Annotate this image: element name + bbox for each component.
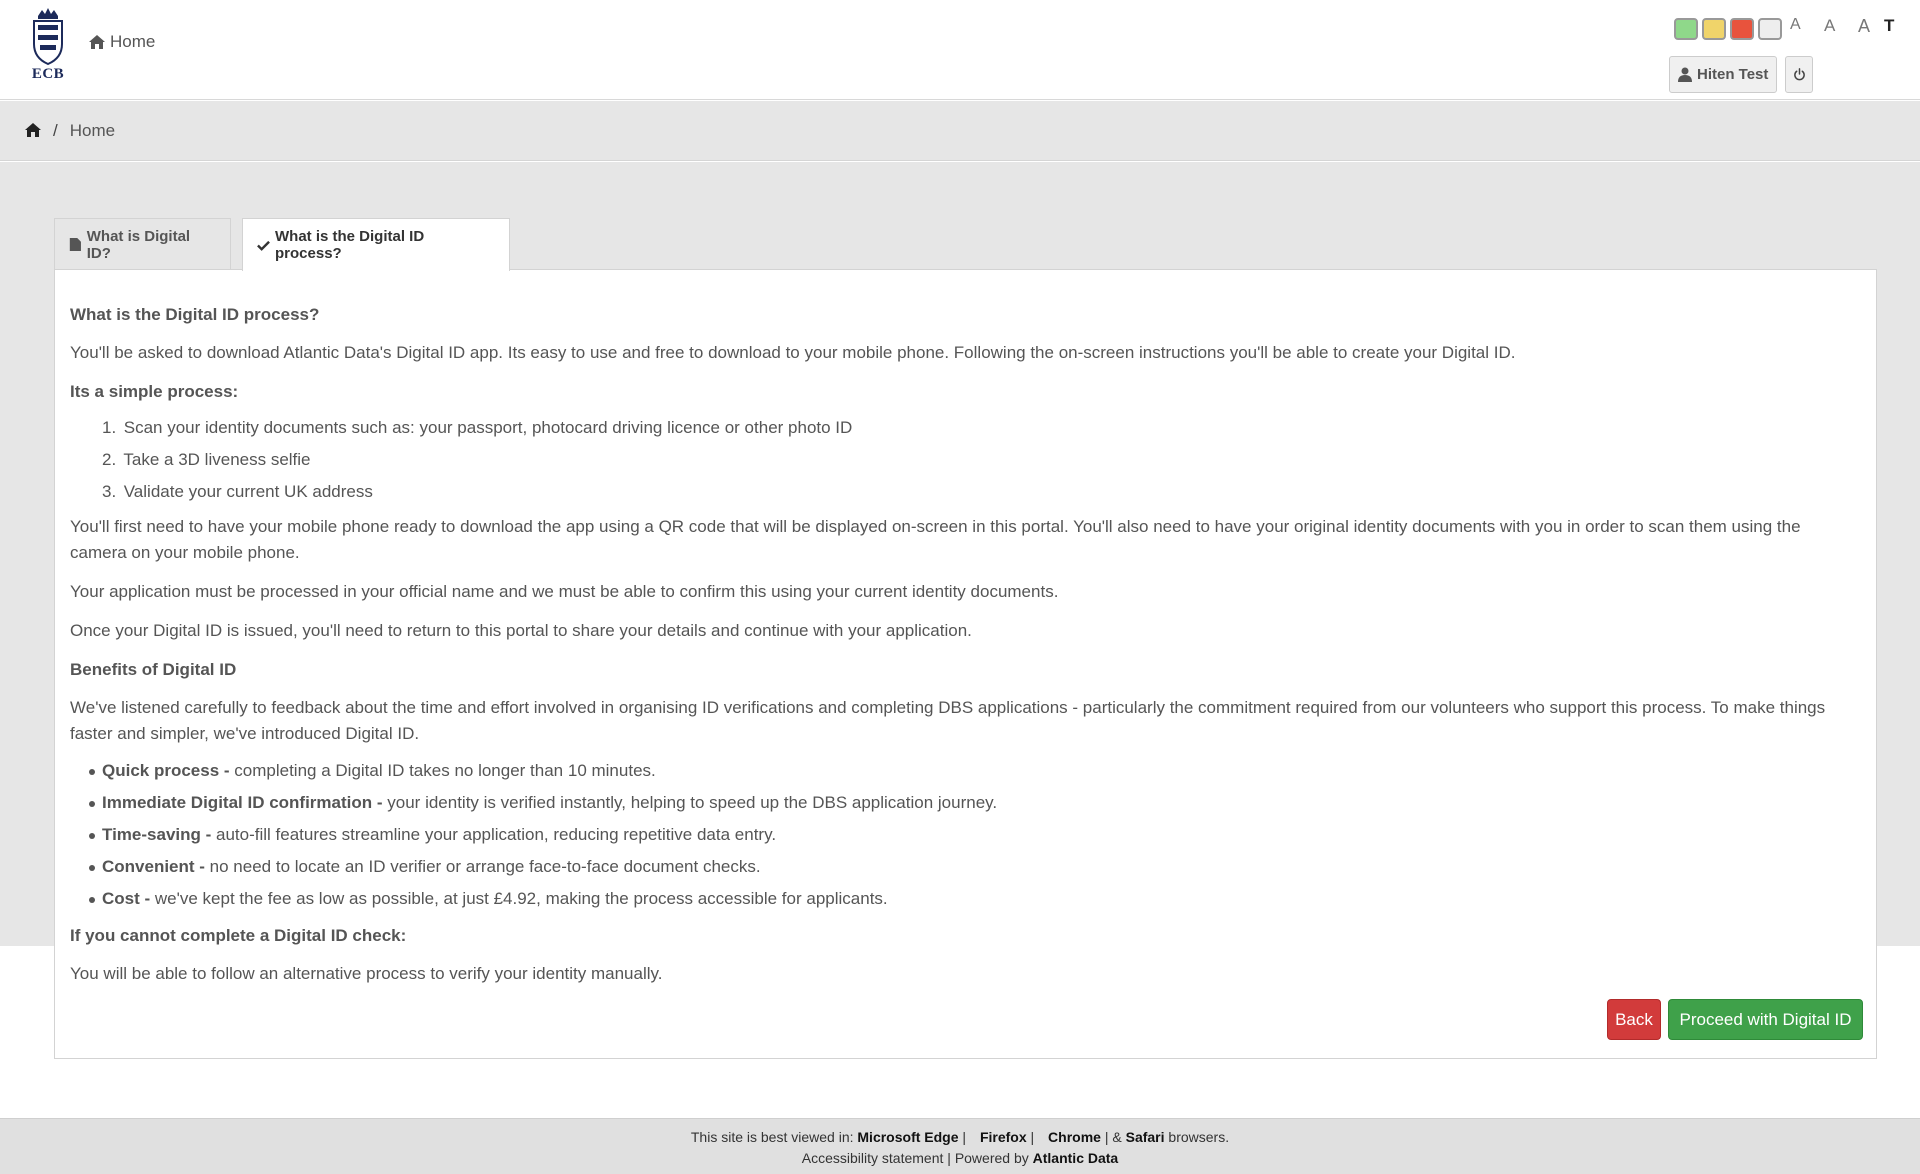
and-text: & [1112, 1129, 1122, 1145]
document-icon [69, 238, 82, 251]
accessibility-statement-link[interactable]: Accessibility statement [801, 1150, 944, 1166]
benefit-text: your identity is verified instantly, helping to speed up the DBS application journey. [382, 793, 998, 812]
back-button[interactable]: Back [1607, 999, 1661, 1040]
list-item [102, 854, 997, 886]
benefits-heading: Benefits of Digital ID [70, 660, 237, 679]
alternative-paragraph: You will be able to follow an alternative process to verify your identity manually. [70, 964, 663, 983]
benefit-title: Quick process - [102, 761, 230, 780]
process-steps [102, 415, 852, 511]
benefit-text: we've kept the fee as low as possible, at just £4.92, making the process accessible for applicants. [150, 889, 888, 908]
browser-safari: Safari [1125, 1129, 1165, 1145]
swatch-yellow[interactable] [1702, 18, 1726, 40]
breadcrumb-separator: / [53, 120, 58, 140]
logout-button[interactable] [1785, 56, 1813, 93]
list-item: 1. Scan your identity documents such as: your passport, photocard driving licence or other photo ID [102, 418, 853, 437]
benefits-list [102, 758, 997, 918]
breadcrumb [0, 101, 1920, 161]
home-icon[interactable] [25, 123, 41, 138]
list-item: 3. Validate your current UK address [102, 482, 373, 501]
logo-text: ECB [31, 66, 65, 82]
power-icon [1793, 68, 1806, 81]
tab-label: What is the Digital ID process? [275, 228, 425, 262]
listened-paragraph: We've listened carefully to feedback about the time and effort involved in organising ID verifications and completing DBS applications - particularly the commitment required from our volunteers who support this process. To make things faster and simpler, we've introduced Digital ID. [70, 698, 1826, 743]
font-size-controls [1790, 16, 1898, 37]
list-item: 2. Take a 3D liveness selfie [102, 450, 311, 469]
text-only-toggle[interactable]: T [1884, 16, 1895, 35]
once-issued-paragraph: Once your Digital ID is issued, you'll need to return to this portal to share your details and continue with your application. [70, 621, 972, 640]
benefit-text: completing a Digital ID takes no longer than 10 minutes. [229, 761, 656, 780]
user-icon [1678, 67, 1692, 82]
benefit-title: Convenient - [102, 857, 205, 876]
browsers-suffix: browsers. [1168, 1129, 1230, 1145]
tab-digital-id-process[interactable] [242, 218, 510, 271]
list-item [102, 886, 997, 918]
step-text: Validate your current UK address [123, 482, 373, 501]
font-size-large[interactable]: A [1858, 16, 1871, 36]
first-need-paragraph: You'll first need to have your mobile phone ready to download the app using a QR code that will be displayed on-screen in this portal. You'll also need to have your original identity documents with you in order to scan them using the camera on your mobile phone. [70, 517, 1801, 562]
crest-icon [28, 6, 68, 68]
home-nav-label: Home [110, 32, 156, 51]
step-text: Scan your identity documents such as: your passport, photocard driving licence or other photo ID [123, 418, 853, 437]
best-viewed-text: This site is best viewed in: [690, 1129, 854, 1145]
benefit-title: Cost - [102, 889, 151, 908]
user-name: Hiten Test [1697, 66, 1769, 83]
browser-chrome: Chrome [1048, 1129, 1101, 1145]
list-item [102, 822, 997, 854]
step-text: Take a 3D liveness selfie [123, 450, 311, 469]
browser-firefox: Firefox [979, 1129, 1027, 1145]
swatch-light[interactable] [1758, 18, 1782, 40]
theme-swatches [1674, 18, 1782, 40]
intro-paragraph: You'll be asked to download Atlantic Data's Digital ID app. Its easy to use and free to download to your mobile phone. Following the on-screen instructions you'll be able to create your Digital ID. [70, 343, 1516, 362]
home-nav-link[interactable] [88, 32, 155, 52]
section-title: What is the Digital ID process? [70, 305, 320, 324]
benefit-title: Immediate Digital ID confirmation - [102, 793, 383, 812]
cannot-complete-heading: If you cannot complete a Digital ID check: [70, 926, 407, 945]
official-name-paragraph: Your application must be processed in your official name and we must be able to confirm this using your current identity documents. [70, 582, 1059, 601]
browser-support-line: This site is best viewed in: Microsoft Edge | Firefox | Chrome | & Safari browsers. [690, 1129, 1230, 1145]
simple-process-heading: Its a simple process: [70, 382, 239, 401]
check-icon [257, 239, 270, 252]
browser-edge: Microsoft Edge [857, 1129, 959, 1145]
benefit-title: Time-saving - [102, 825, 212, 844]
proceed-with-digital-id-button[interactable]: Proceed with Digital ID [1668, 999, 1863, 1040]
tab-label: What is Digital ID? [86, 227, 191, 262]
ecb-logo[interactable] [28, 6, 68, 82]
font-size-medium[interactable]: A [1824, 16, 1836, 35]
benefit-text: no need to locate an ID verifier or arrange face-to-face document checks. [204, 857, 761, 876]
top-header [0, 0, 1920, 100]
company-link[interactable]: Atlantic Data [1032, 1150, 1119, 1166]
user-menu-button[interactable] [1669, 56, 1777, 93]
breadcrumb-current: Home [69, 120, 116, 140]
footer-links-line: Accessibility statement | Powered by Atlantic Data [801, 1150, 1119, 1166]
home-icon [88, 34, 106, 50]
powered-by-text: Powered by [954, 1150, 1029, 1166]
swatch-green[interactable] [1674, 18, 1698, 40]
list-item [102, 758, 997, 790]
swatch-red[interactable] [1730, 18, 1754, 40]
list-item [102, 790, 997, 822]
font-size-small[interactable]: A [1790, 16, 1801, 33]
footer [0, 1118, 1920, 1174]
benefit-text: auto-fill features streamline your application, reducing repetitive data entry. [211, 825, 777, 844]
tab-what-is-digital-id[interactable] [54, 218, 231, 270]
tab-content-panel [54, 269, 1877, 1059]
